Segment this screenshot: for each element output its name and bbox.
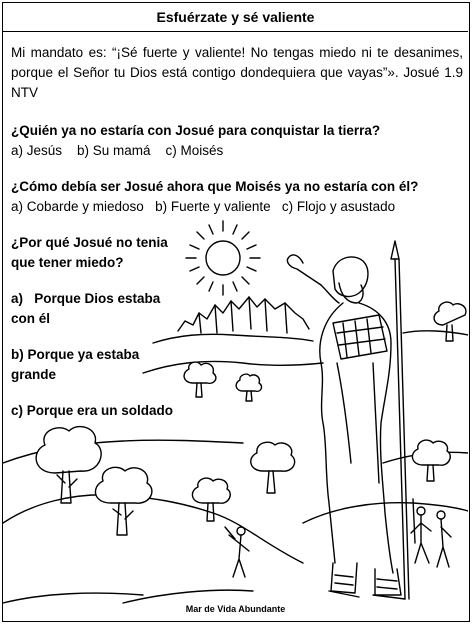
question-2-options: a) Cobarde y miedoso b) Fuerte y valiente c) Flojo y asustado [11,199,396,214]
sun-drawing [186,221,260,295]
question-3-option-a-line-2: con él [11,311,51,326]
question-3-option-b-line-1: b) Porque ya estaba [11,347,140,362]
joshua-drawing [287,255,405,599]
spear-drawing [391,241,409,599]
question-1: ¿Quién ya no estaría con Josué para conquistar la tierra? [11,123,381,138]
question-3-line-2: que tener miedo? [11,255,124,270]
question-3-line-1: ¿Por qué Josué no tenia [11,235,168,250]
question-3-option-b-line-2: grande [11,367,57,382]
city-walls-drawing [178,297,309,331]
question-3-option-a-line-1: a) Porque Dios estaba [11,291,161,306]
footer-credit: Mar de Vida Abundante [185,604,286,614]
bible-verse: Mi mandato es: “¡Sé fuerte y valiente! No tengas miedo ni te desanimes, porque el Señor tu Dios está contigo dondequiera que vayas”». Josué 1.9 NTV [11,45,463,100]
coloring-illustration [3,3,468,623]
question-2: ¿Cómo debía ser Josué ahora que Moisés ya no estaría con él? [11,179,419,194]
page-title: Esfuérzate y sé valiente [156,9,315,25]
question-1-options: a) Jesús b) Su mamá c) Moisés [11,143,224,158]
worksheet [2,2,470,622]
question-3-option-c: c) Porque era un soldado [11,403,174,418]
